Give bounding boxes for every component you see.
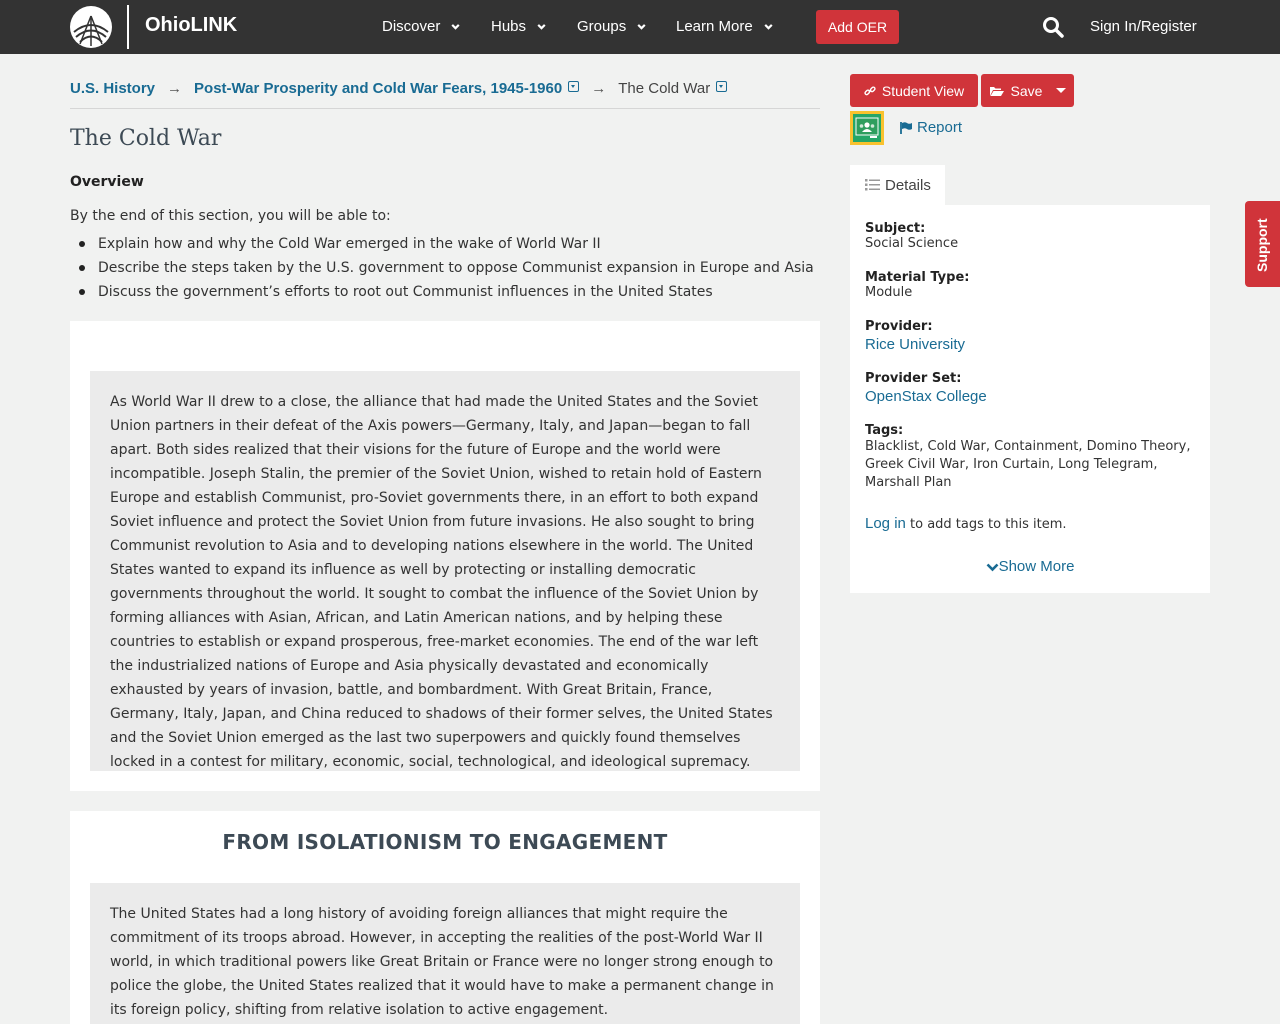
report-link[interactable] — [899, 119, 962, 136]
chevron-down-icon — [536, 21, 547, 32]
chevron-down-icon — [763, 21, 774, 32]
tags-label: Tags: — [865, 423, 904, 438]
nav-groups[interactable] — [577, 18, 647, 35]
list-item: Explain how and why the Cold War emerged in the wake of World War II — [98, 232, 814, 256]
login-link[interactable]: Log in — [865, 515, 906, 532]
list-item: Discuss the government’s efforts to root out Communist influences in the United States — [98, 280, 814, 304]
nav-groups-label: Groups — [577, 18, 627, 35]
show-more-button[interactable] — [850, 558, 1210, 575]
report-label: Report — [917, 119, 963, 136]
details-panel — [850, 205, 1210, 593]
google-classroom-button[interactable] — [850, 111, 884, 145]
student-view-label: Student View — [881, 82, 965, 99]
tab-details[interactable] — [850, 165, 945, 205]
nav-learn-more-label: Learn More — [676, 18, 753, 35]
chevron-down-icon — [636, 21, 647, 32]
material-type-field — [865, 270, 1195, 300]
overview-intro: By the end of this section, you will be able to: — [70, 208, 391, 224]
support-label[interactable]: Support — [1254, 218, 1270, 272]
provider-set-link[interactable]: OpenStax College — [865, 388, 987, 405]
content-paragraph: As World War II drew to a close, the alliance that had made the United States and the Soviet Union partners in their defeat of the Axis powers—Germany, Italy, and Japan—began to fall apart. Both sides realized that their visions for the future of Europe and the world were incompatible. Joseph Stalin, the premier of the Soviet Union, wished to retain hold of Eastern Europe and establish Communist, pro-Soviet governments there, in an effort to both expand Soviet influence and protect the Soviet Union from future invasions. He also sought to bring Communist revolution to Asia and to developing nations elsewhere in the world. The United States wanted to expand its influence as well by protecting or installing democratic governments throughout the world. It sought to combat the influence of the Soviet Union by forming alliances with Asian, African, and Latin American nations, and by helping these countries to establish or expand prosperous, free-market economies. The end of the war left the industrialized nations of Europe and Asia physically devastated and economically exhausted by years of invasion, battle, and bombardment. With Great Britain, France, Germany, Italy, Japan, and China reduced to shadows of their former selves, the United States and the Soviet Union emerged as the last two superpowers and quickly found themselves locked in a contest for military, economic, social, technological, and ideological supremacy. — [90, 371, 800, 771]
nav-learn-more[interactable] — [676, 18, 774, 35]
login-suffix: to add tags to this item. — [905, 517, 1067, 532]
tags-value: Blacklist, Cold War, Containment, Domino Theory, Greek Civil War, Iron Curtain, Long Telegram, Marshall Plan — [865, 439, 1191, 490]
provider-set-field — [865, 371, 1195, 405]
flag-icon — [899, 121, 913, 135]
add-oer-button[interactable]: Add OER — [816, 10, 899, 44]
subject-field — [865, 221, 1195, 251]
dropdown-toggle-icon[interactable] — [716, 81, 727, 92]
list-item: Describe the steps taken by the U.S. government to oppose Communist expansion in Europe and Asia — [98, 256, 814, 280]
nav-discover[interactable] — [382, 18, 461, 35]
breadcrumb-separator: → — [591, 80, 607, 97]
chevron-down-icon — [986, 562, 999, 572]
nav-hubs-label: Hubs — [491, 18, 527, 35]
provider-field — [865, 319, 1195, 353]
breadcrumb-current: The Cold War — [618, 80, 711, 97]
show-more-label: Show More — [998, 558, 1075, 575]
top-navbar — [0, 0, 1280, 54]
overview-heading: Overview — [70, 174, 144, 190]
content-paragraph: The United States had a long history of avoiding foreign alliances that might require the commitment of its troops abroad. However, in accepting the realities of the post-World War II world, in which traditional powers like Great Britain or France were no longer strong enough to police the globe, the United States realized that it would have to make a permanent change in its foreign policy, shifting from relative isolation to active engagement. — [90, 883, 800, 1024]
sign-in-register-link[interactable]: Sign In/Register — [1090, 18, 1197, 35]
tags-field — [865, 423, 1195, 492]
folder-open-icon — [989, 85, 1005, 97]
student-view-button[interactable] — [850, 74, 978, 107]
list-icon — [865, 179, 880, 191]
logo-divider — [127, 5, 129, 49]
breadcrumb-post-war[interactable]: Post-War Prosperity and Cold War Fears, 1945-1960 — [194, 80, 563, 97]
login-to-tag — [865, 515, 1195, 532]
tab-details-label: Details — [885, 176, 931, 194]
nav-discover-label: Discover — [382, 18, 441, 35]
content-card — [70, 811, 820, 1024]
breadcrumb-separator: → — [167, 80, 183, 97]
provider-label: Provider: — [865, 319, 933, 334]
breadcrumb — [70, 80, 820, 109]
brand-logo[interactable] — [70, 5, 238, 49]
search-icon[interactable] — [1042, 16, 1064, 38]
subject-label: Subject: — [865, 221, 926, 236]
dropdown-toggle-icon[interactable] — [568, 81, 579, 92]
brand-name: OhioLINK — [145, 14, 238, 36]
logo-icon — [70, 6, 112, 48]
material-type-label: Material Type: — [865, 270, 970, 285]
save-button[interactable] — [981, 74, 1074, 107]
nav-hubs[interactable] — [491, 18, 547, 35]
provider-set-label: Provider Set: — [865, 371, 962, 386]
objectives-list — [98, 232, 814, 304]
caret-down-icon — [1056, 88, 1066, 93]
google-classroom-icon — [853, 114, 881, 142]
save-label: Save — [1010, 82, 1043, 99]
link-icon — [864, 85, 876, 97]
breadcrumb-us-history[interactable]: U.S. History — [70, 80, 156, 97]
chevron-down-icon — [450, 21, 461, 32]
subject-value: Social Science — [865, 236, 959, 251]
material-type-value: Module — [865, 285, 913, 300]
provider-link[interactable]: Rice University — [865, 336, 966, 353]
section-heading: FROM ISOLATIONISM TO ENGAGEMENT — [222, 830, 668, 854]
page-title: The Cold War — [70, 126, 222, 151]
content-card — [70, 321, 820, 791]
